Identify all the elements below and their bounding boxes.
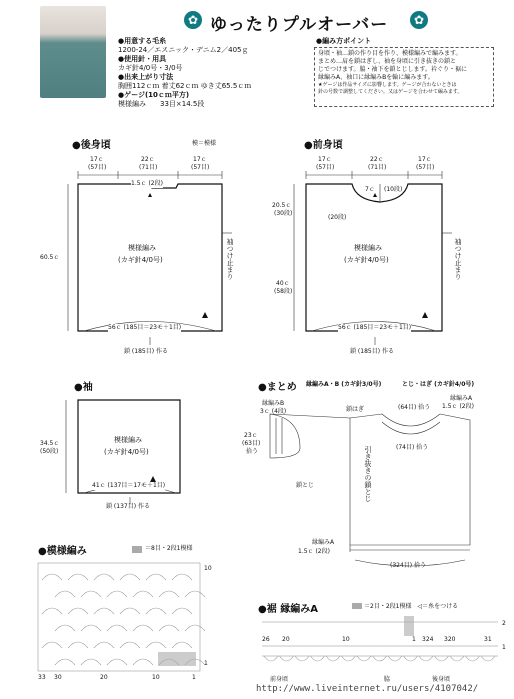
- edge-chart-legend: ＝2目・2段1模様 ◁＝糸をつける: [364, 603, 459, 610]
- fan-motif: [94, 608, 114, 614]
- front-neck-depth: 7ｃ: [365, 186, 375, 193]
- back-bottom: 56ｃ (185目＝23モ＋1目): [108, 324, 182, 331]
- edge-col-label: 324: [422, 636, 434, 643]
- fan-motif: [133, 591, 153, 597]
- pattern-label: 模＝模様: [192, 140, 217, 147]
- chart-row-one: 1: [204, 660, 208, 667]
- back-width-left-st: (57目): [88, 164, 107, 171]
- fan-motif: [81, 625, 101, 631]
- back-neck: 1.5ｃ (2段): [131, 180, 163, 187]
- front-shoulder: 20.5ｃ: [272, 202, 292, 209]
- edge-col-label: 1: [412, 636, 416, 643]
- size-value: 胸囲112ｃｍ 着丈62ｃｍ ゆき丈65.5ｃｍ: [118, 82, 252, 90]
- edge-scallop: [264, 656, 278, 661]
- fan-motif: [42, 608, 62, 614]
- front-width-right: 17ｃ: [418, 156, 432, 163]
- chart-legend: ＝8目・2段1模様: [145, 545, 193, 552]
- page-title: ゆったりプルオーバー: [210, 15, 389, 35]
- edge-scallop: [342, 656, 356, 661]
- sleeve-height-rows: (50段): [40, 448, 59, 455]
- sleeve-bottom: 41ｃ (137目＝17モ＋1目): [92, 482, 166, 489]
- chart-row-top: 10: [204, 565, 212, 572]
- front-body-hook: (カギ針4/0号): [344, 256, 389, 264]
- cuff-pick: 拾う: [246, 448, 259, 455]
- edge-bottom-mid: 脇: [384, 676, 391, 683]
- edge-scallop: [466, 656, 480, 661]
- watermark: http://www.liveinternet.ru/users/4107042/: [256, 684, 479, 694]
- back-width-mid: 22ｃ: [141, 156, 155, 163]
- gauge-heading: ●ゲージ(10ｃｍ平方): [118, 91, 190, 99]
- edge-scallop: [450, 656, 464, 661]
- yarn-heading: ●用意する毛糸: [118, 37, 167, 45]
- chart-col-label: 33: [38, 674, 46, 681]
- shoulder-join: 鎖はぎ: [346, 406, 365, 413]
- sleeve-body-label: 模様編み: [114, 436, 142, 444]
- fan-motif: [81, 659, 101, 665]
- edge-scallop: [326, 656, 340, 661]
- front-heading: ●前身頃: [304, 140, 343, 151]
- tools-value: カギ針4/0号・3/0号: [118, 64, 183, 72]
- fan-motif: [159, 625, 179, 631]
- back-heading: ●後身頃: [72, 140, 111, 151]
- edge-a-bottom-size: 1.5ｃ (2段): [298, 548, 330, 555]
- back-width-right: 17ｃ: [193, 156, 207, 163]
- edge-scallop: [280, 656, 294, 661]
- yarn-value: 1200-24／エスニック・デニム2／405ｇ: [118, 46, 249, 54]
- sleeve-join: 引き抜きの鎖とじ: [364, 446, 372, 502]
- edge-scallop: [404, 656, 418, 661]
- edge-a-top-size: 1.5ｃ (2段): [442, 403, 474, 410]
- fan-motif: [185, 591, 205, 597]
- edge-row-label: 2: [502, 620, 506, 627]
- fan-motif: [81, 591, 101, 597]
- back-body-hook: (カギ針4/0号): [118, 256, 163, 264]
- front-body-label: 模様編み: [354, 244, 382, 252]
- points-note: ★ゲージは作品サイズに影響します。ゲージが合わないときは: [318, 82, 457, 88]
- tools-heading: ●使用針・用具: [118, 55, 167, 63]
- front-width-left: 17ｃ: [318, 156, 332, 163]
- front-width-mid-st: (71目): [368, 164, 387, 171]
- front-neck-rows: (10段): [384, 186, 403, 193]
- edge-col-label: 31: [484, 636, 492, 643]
- chart-col-label: 30: [54, 674, 62, 681]
- edge-col-label: 320: [444, 636, 456, 643]
- fan-motif: [172, 642, 192, 648]
- chart-col-label: 10: [152, 674, 160, 681]
- chart-col-label: 1: [192, 674, 196, 681]
- fan-motif: [94, 574, 114, 580]
- fan-motif: [146, 574, 166, 580]
- back-height: 60.5ｃ: [40, 254, 60, 261]
- edge-chart-heading: ●裾 縁編みA: [258, 604, 318, 615]
- fan-motif: [172, 608, 192, 614]
- fan-motif: [94, 642, 114, 648]
- front-width-mid: 22ｃ: [370, 156, 384, 163]
- back-sleeve-mark: 袖つけ止まり: [226, 238, 234, 280]
- points-note: 針の号数で調整してください。又はゲージを合わせて編みます。: [318, 89, 463, 95]
- edge-col-label: 10: [342, 636, 350, 643]
- assembly-heading: ●まとめ: [258, 382, 297, 393]
- fan-motif: [120, 574, 140, 580]
- fan-motif: [120, 608, 140, 614]
- fan-motif: [120, 642, 140, 648]
- fan-motif: [55, 591, 75, 597]
- assembly-joining: とじ・はぎ (カギ針4/0号): [402, 381, 475, 388]
- assembly-edging: 縁編みA・B (カギ針3/0号): [306, 381, 382, 388]
- flower-icon: ✿: [184, 11, 202, 29]
- fan-motif: [133, 659, 153, 665]
- fan-motif: [107, 591, 127, 597]
- edge-b-label: 縁編みB: [262, 400, 285, 407]
- front-sleeve-mark: 袖つけ止まり: [454, 238, 462, 280]
- front-width-left-st: (57目): [316, 164, 335, 171]
- edge-bottom-left: 前身頃: [270, 676, 289, 683]
- front-lower: 40ｃ: [276, 280, 290, 287]
- fan-motif: [159, 591, 179, 597]
- fan-motif: [107, 625, 127, 631]
- edge-b-size: 3ｃ (4段): [260, 408, 287, 415]
- fan-motif: [68, 574, 88, 580]
- hem-pick: (324目) 拾う: [390, 562, 427, 569]
- sleeve-heading: ●袖: [74, 382, 93, 393]
- edge-scallop: [388, 656, 402, 661]
- front-width-right-st: (57目): [416, 164, 435, 171]
- fan-motif: [133, 625, 153, 631]
- gauge-value: 模様編み 33目×14.5段: [118, 100, 205, 108]
- points-line: 身頃・袖…鎖の作り目を作り、模様編みで編みます。: [318, 50, 462, 57]
- edge-a-bottom: 縁編みA: [312, 539, 335, 546]
- edge-scallop: [373, 656, 387, 661]
- back-width-left: 17ｃ: [90, 156, 104, 163]
- cuff-size: 23ｃ: [244, 432, 258, 439]
- fan-motif: [55, 659, 75, 665]
- fan-motif: [68, 642, 88, 648]
- edge-scallop: [295, 656, 309, 661]
- edge-scallop: [481, 656, 495, 661]
- back-chain: 鎖 (185目) 作る: [124, 348, 168, 355]
- fan-motif: [146, 608, 166, 614]
- edge-col-label: 26: [262, 636, 270, 643]
- edge-scallop: [419, 656, 433, 661]
- chart-col-label: 20: [100, 674, 108, 681]
- front-shoulder-rows: (30段): [274, 210, 293, 217]
- front-lower-rows: (58段): [274, 288, 293, 295]
- front-neck-pick: (74目) 拾う: [396, 444, 429, 451]
- edge-scallop: [435, 656, 449, 661]
- fan-motif: [55, 625, 75, 631]
- sleeve-height: 34.5ｃ: [40, 440, 60, 447]
- fan-motif: [146, 642, 166, 648]
- fan-motif: [172, 574, 192, 580]
- sleeve-chain: 鎖 (137目) 作る: [106, 503, 150, 510]
- neck-pick: (64目) 拾う: [398, 404, 431, 411]
- edge-col-label: 20: [282, 636, 290, 643]
- edge-scallop: [311, 656, 325, 661]
- fan-motif: [42, 574, 62, 580]
- edge-scallop: [357, 656, 371, 661]
- fan-motif: [68, 608, 88, 614]
- front-neck-rows2: (20段): [328, 214, 347, 221]
- fan-motif: [185, 625, 205, 631]
- front-bottom: 56ｃ (185目＝23モ＋1目): [338, 324, 412, 331]
- cuff-stitches: (63目): [242, 440, 261, 447]
- front-chain: 鎖 (185目) 作る: [350, 348, 394, 355]
- back-width-mid-st: (71目): [139, 164, 158, 171]
- edge-row-label: 1: [502, 644, 506, 651]
- sleeve-body-hook: (カギ針4/0号): [104, 448, 149, 456]
- back-width-right-st: (57目): [191, 164, 210, 171]
- side-seam: 鎖とじ: [296, 482, 315, 489]
- fan-motif: [42, 642, 62, 648]
- edge-bottom-right: 後身頃: [432, 676, 451, 683]
- points-line: 縁編みA、袖口に縁編みBを輪に編みます。: [318, 74, 434, 81]
- flower-icon: ✿: [410, 11, 428, 29]
- chart-heading: ●模様編み: [38, 546, 87, 557]
- points-heading: ●編み方ポイント: [316, 37, 372, 45]
- back-body-label: 模様編み: [128, 244, 156, 252]
- points-line: まとめ…肩を鎖はぎし、袖を身頃に引き抜きの鎖と: [318, 58, 457, 65]
- points-line: じでつけます。脇・袖下を鎖とじします。衿ぐり・裾に: [318, 66, 468, 73]
- fan-motif: [107, 659, 127, 665]
- edge-a-top: 縁編みA: [450, 395, 473, 402]
- size-heading: ●出来上がり寸法: [118, 73, 174, 81]
